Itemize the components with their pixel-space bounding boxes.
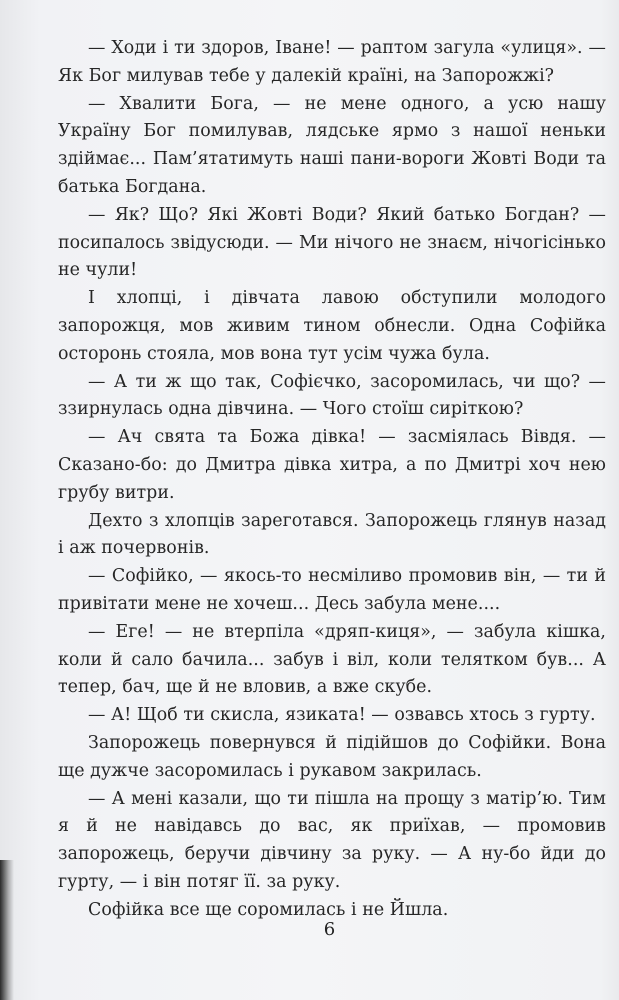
paragraph: — Ходи і ти здоров, Іване! — раптом загула «улиця». — Як Бог милував тебе у далекій країні, на Запорожжі? [58,38,606,86]
paragraph: Софійка все ще соромилась і не Йшла. [88,899,449,920]
paragraph: — А ти ж що так, Софієчко, засоромилась, чи що? — ззирнулась одна дівчина. — Чого стоїш сиріткою? [58,371,606,420]
paragraph: — Софійко, — якось-то несміливо промовив він, — ти й привітати мене не хочеш... Десь забула мене.... [58,566,606,614]
body-text [58,35,606,925]
paragraph: — Як? Що? Які Жовті Води? Який батько Богдан? — посипалось звідусюди. — Ми нічого не знаєм, нічогісінько не чули! [58,204,606,281]
paragraph: Запорожець повернувся й підійшов до Софійки. Вона ще дужче засоромилась і рукавом закрилась. [58,732,606,781]
page-number: 6 [323,919,336,940]
paragraph: Дехто з хлопців зареготався. Запорожець глянув назад і аж почервонів. [58,510,606,559]
paragraph: — Ач свята та Божа дівка! — засміялась Вівдя. — Сказано-бо: до Дмитра дівка хитра, а по Дмитрі хоч нею грубу витри. [58,427,606,503]
paragraph: — Хвалити Бога, — не мене одного, а усю нашу Україну Бог помилував, лядське ярмо з нашої неньки здіймає... Пам’ятатимуть наші пани-вороги Жовті Води та батька Богдана. [58,93,606,197]
paragraph: — А мені казали, що ти пішла на прощу з матір’ю. Тим я й не навідавсь до вас, як приїхав, — промовив запорожець, беручи дівчину за руку. — А ну-бо йди до гурту, — і він потяг її. за руку. [58,788,606,892]
paragraph: І хлопці, і дівчата лавою обступили молодого запорожця, мов живим тином обнесли. Одна Софійка осторонь стояла, мов вона тут усім чужа була. [58,288,606,364]
paragraph: — А! Щоб ти скисла, язиката! — озвавсь хтось з гурту. [88,705,596,726]
paragraph: — Еге! — не втерпіла «дряп-киця», — забула кішка, коли й сало бачила... забув і віл, коли телятком був... А тепер, бач, ще й не вловив, а вже скубе. [58,621,606,698]
